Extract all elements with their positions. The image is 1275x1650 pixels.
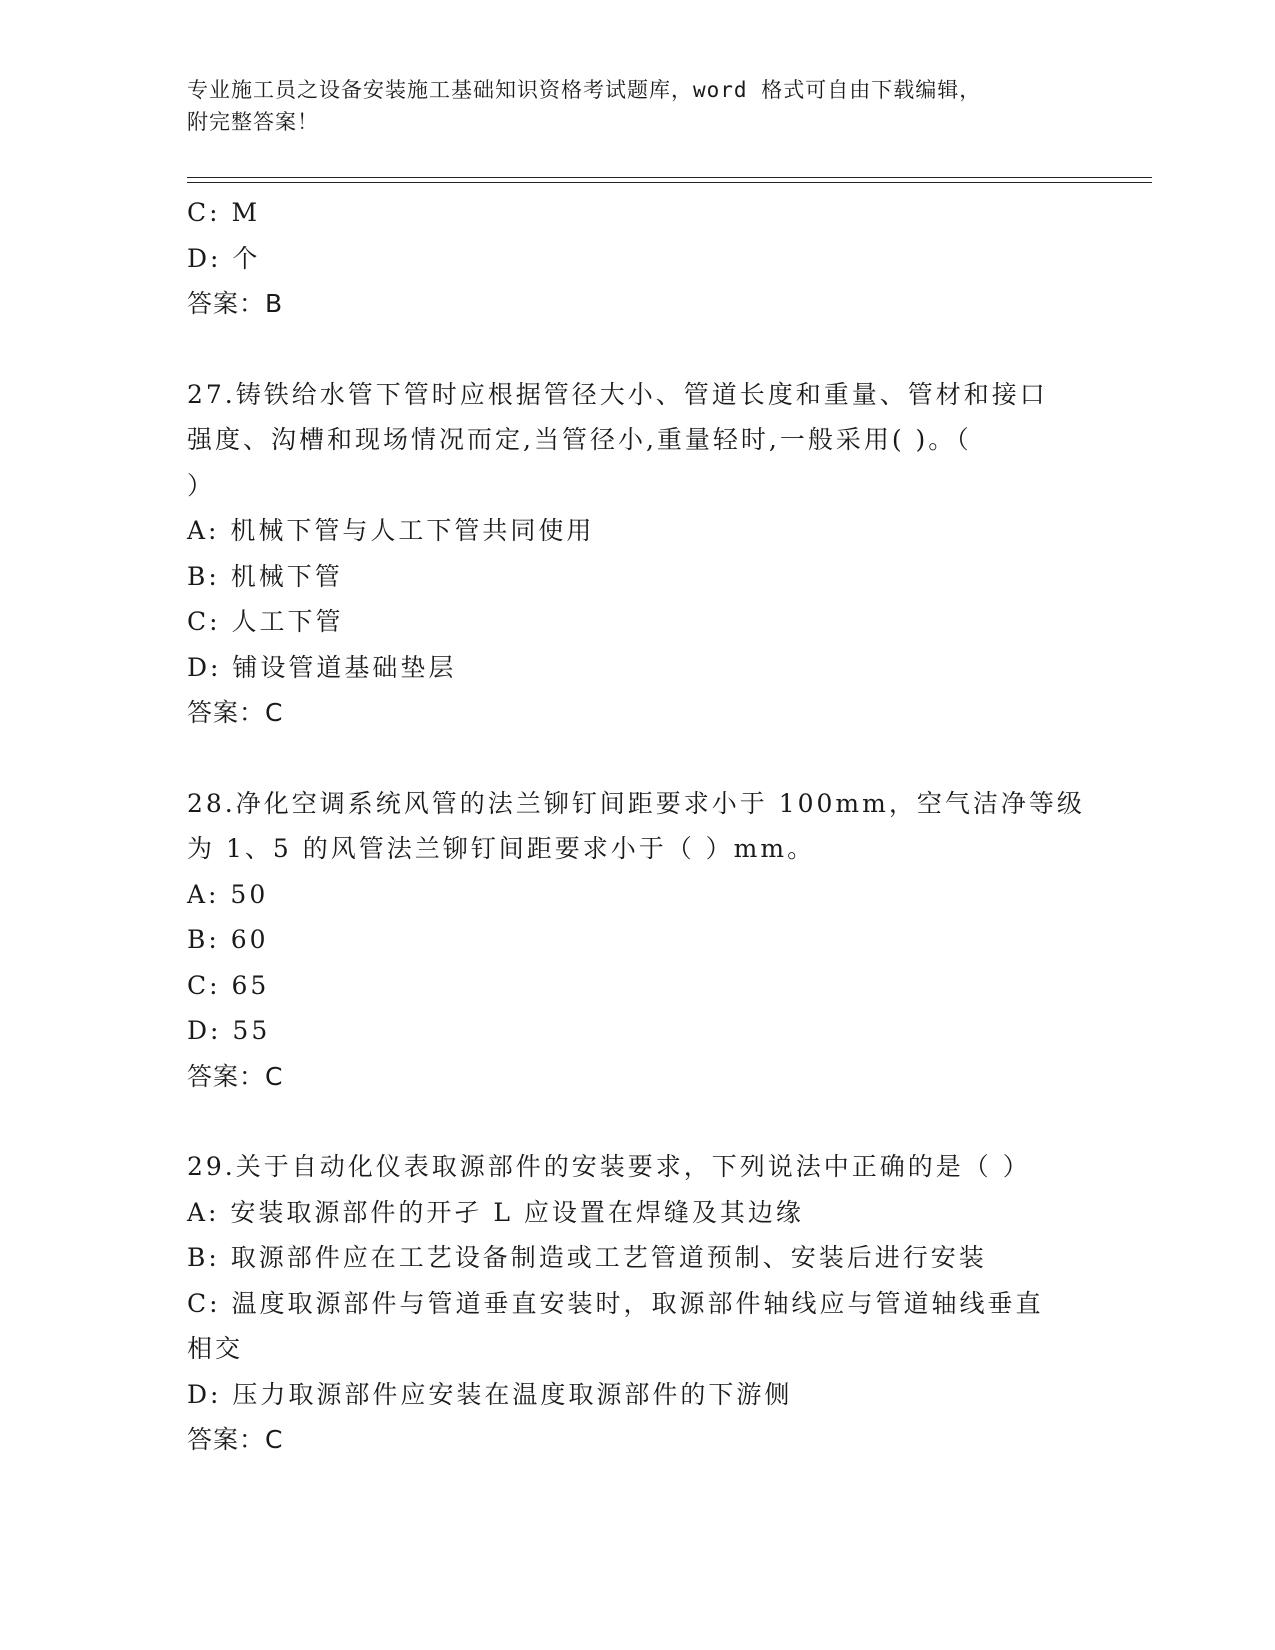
option-a: A: 机械下管与人工下管共同使用 — [187, 516, 595, 545]
answer: 答案：C — [187, 698, 284, 727]
option-a: A: 安装取源部件的开孑 L 应设置在焊缝及其边缘 — [187, 1197, 804, 1227]
option-c: C: 温度取源部件与管道垂直安装时，取源部件轴线应与管道轴线垂直 — [187, 1288, 1044, 1318]
question-stem-line: 为 1、5 的风管法兰铆钉间距要求小于（ ）mm。 — [187, 834, 816, 863]
question-stem-line: 29.关于自动化仪表取源部件的安装要求，下列说法中正确的是（ ） — [187, 1152, 1031, 1181]
spacer — [187, 327, 1087, 372]
question-stem-line: 27.铸铁给水管下管时应根据管径大小、管道长度和重量、管材和接口 — [187, 379, 1048, 409]
option-b: B: 取源部件应在工艺设备制造或工艺管道预制、安装后进行安装 — [187, 1243, 987, 1272]
option-d: D: 压力取源部件应安装在温度取源部件的下游侧 — [187, 1379, 793, 1409]
question-28 — [187, 781, 1087, 1100]
option-d: D: 55 — [187, 1016, 271, 1045]
question-stem-line: 强度、沟槽和现场情况而定,当管径小,重量轻时,一般采用( )。（ — [187, 425, 972, 454]
option-d: D: 铺设管道基础垫层 — [187, 652, 457, 682]
header-divider-bottom — [187, 182, 1152, 183]
option-b: B: 机械下管 — [187, 561, 343, 591]
document-header — [187, 74, 1087, 138]
answer: 答案：B — [187, 289, 284, 318]
option-c-continuation: 相交 — [187, 1334, 244, 1363]
header-title-line-2: 附完整答案！ — [187, 110, 319, 134]
header-title-line-1: 专业施工员之设备安装施工基础知识资格考试题库，word 格式可自由下载编辑， — [187, 78, 982, 102]
answer: 答案：C — [187, 1061, 284, 1091]
option-c: C: 人工下管 — [187, 607, 344, 636]
question-26-tail — [187, 190, 1087, 327]
question-stem-line: ） — [187, 470, 216, 500]
option-a: A: 50 — [187, 879, 269, 909]
question-stem-line: 28.净化空调系统风管的法兰铆钉间距要求小于 100mm，空气洁净等级 — [187, 788, 1085, 818]
spacer — [187, 736, 1087, 781]
header-divider-top — [187, 177, 1152, 178]
option-c: C: M — [187, 198, 261, 227]
option-c: C: 65 — [187, 970, 270, 1000]
answer: 答案：C — [187, 1425, 284, 1454]
question-27 — [187, 372, 1087, 736]
option-b: B: 60 — [187, 925, 269, 954]
document-body — [187, 190, 1087, 1463]
question-29 — [187, 1144, 1087, 1463]
option-d: D: 个 — [187, 243, 261, 273]
spacer — [187, 1099, 1087, 1144]
